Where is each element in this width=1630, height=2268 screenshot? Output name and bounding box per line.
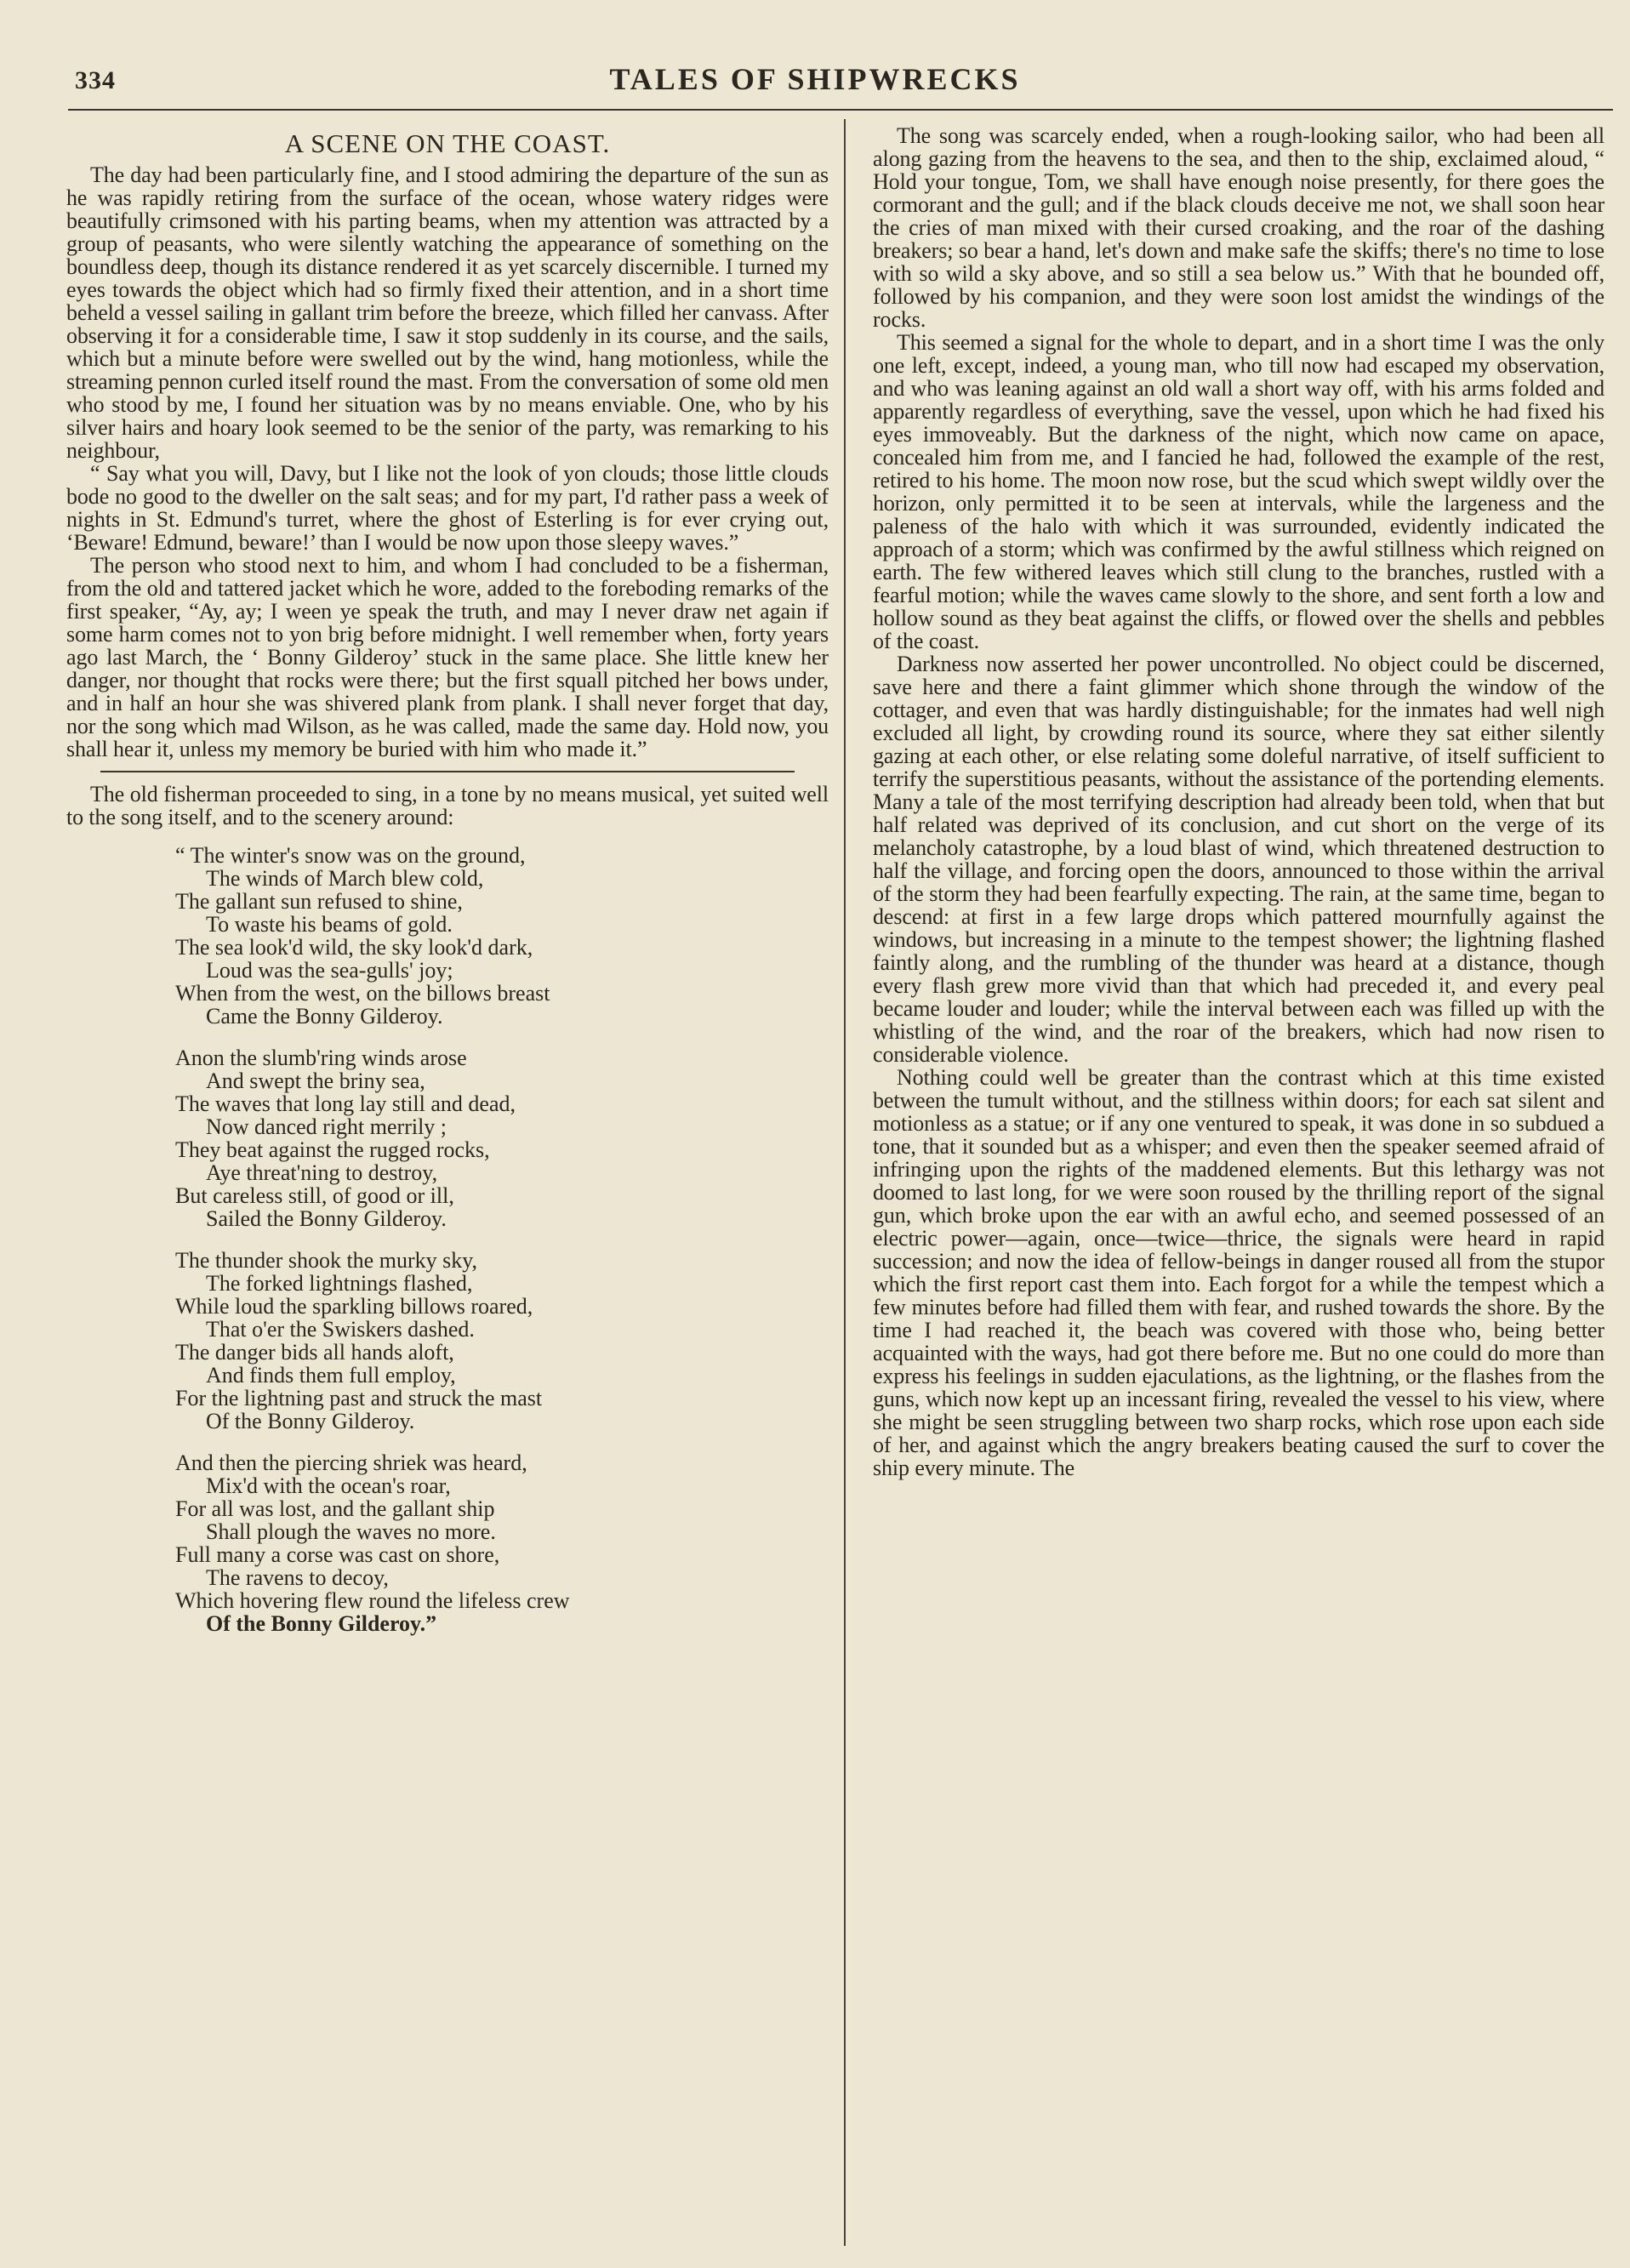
poem-line: Of the Bonny Gilderoy.” bbox=[206, 1611, 437, 1636]
poem-line: But careless still, of good or ill, bbox=[175, 1183, 454, 1208]
poem-line: And finds them full employ, bbox=[206, 1363, 456, 1388]
poem-line: The danger bids all hands aloft, bbox=[175, 1340, 454, 1365]
paragraph: Nothing could well be greater than the contrast which at this time existed between the tumult without, and the stillness within doors; for each sat silent and motionless as a statue; or if any one ventured to speak, it was done in so subdued a tone, that it sounded but as a whisper; and even then the speaker seemed afraid of infringing upon the rights of the maddened elements. But this lethargy was not doomed to last long, for we were soon roused by the thrilling report of the signal gun, which broke upon the ear with an awful echo, and seemed possessed of an electric power—again, once—twice—thrice, the signals were heard in rapid succession; and now the idea of fellow-beings in danger roused all from the stupor which the first report cast them into. Each forgot for a while the tempest which a few minutes before had filled them with fear, and rushed towards the shore. By the time I had reached it, the beach was covered with those who, being better acquainted with the ways, had got there before me. But no one could do more than express his feelings in sudden ejaculations, as the lightning, or the flashes from the guns, which now kept up an incessant firing, revealed the vessel to his view, where she might be seen struggling between two sharp rocks, which rose upon each side of her, and against which the angry breakers beating caused the surf to cover the ship every minute. The bbox=[873, 1065, 1604, 1480]
running-title: TALES OF SHIPWRECKS bbox=[609, 62, 1021, 96]
paragraph: This seemed a signal for the whole to depart, and in a short time I was the only one left, except, indeed, a young man, who till now had escaped my observation, and who was leaning against an old wall a short way off, with his arms folded and apparently regardless of everything, save the vessel, upon which he had fixed his eyes immoveably. But the darkness of the night, which now came on apace, concealed him from me, and I fancied he had, followed the example of the rest, retired to his home. The moon now rose, but the scud which swept wildly over the horizon, only permitted it to be seen at intervals, while the largeness and the paleness of the halo with which it was surrounded, evidently indicated the approach of a storm; which was confirmed by the awful stillness which reigned on earth. The few withered leaves which still clung to the branches, rustled with a fearful motion; while the waves came slowly to the shore, and sent forth a low and hollow sound as they beat against the cliffs, or flowed over the shells and pebbles of the coast. bbox=[873, 330, 1604, 653]
poem-line: Sailed the Bonny Gilderoy. bbox=[206, 1206, 447, 1231]
poem-line: The winds of March blew cold, bbox=[206, 866, 484, 891]
paragraph: Darkness now asserted her power uncontrolled. No object could be discerned, save here and there a faint glimmer which shone through the window of the cottager, and even that was hardly distinguishable; for the inmates had well nigh excluded all light, by crowding round its source, where they sat either silently gazing at each other, or else relating some doleful narrative, of itself sufficient to terrify the superstitious peasants, without the assistance of the portending elements. Many a tale of the most terrifying description had already been told, when that but half related was deprived of its conclusion, and cut short on the verge of its melancholy catastrophe, by a loud blast of wind, which threatened destruction to half the village, and forcing open the doors, announced to those within the arrival of the storm they had been fearfully expecting. The rain, at the same time, began to descend: at first in a few large drops which pattered mournfully against the windows, but increasing in a minute to the tempest shower; the lightning flashed faintly along, and the rumbling of the thunder was heard at a distance, though every flash grew more vivid than that which had preceded it, and every peal became louder and louder; while the interval between each was filled up with the whistling of the wind, and the roar of the breakers, which had now risen to considerable violence. bbox=[873, 652, 1604, 1067]
paragraph: The song was scarcely ended, when a rough-looking sailor, who had been all along gazing from the heavens to the sea, and then to the ship, exclaimed aloud, “ Hold your tongue, Tom, we shall have enough noise presently, for there goes the cormorant and the gull; and if the black clouds deceive me not, we shall soon hear the cries of man mixed with their cursed croaking, and the roar of the dashing breakers; so bear a hand, let's down and make safe the skiffs; there's no time to lose with so wild a sky above, and so still a sea below us.” With that he bounded off, followed by his companion, and they were soon lost amidst the windings of the rocks. bbox=[873, 124, 1604, 332]
poem-line: Mix'd with the ocean's roar, bbox=[206, 1473, 451, 1498]
paragraph: The old fisherman proceeded to sing, in a tone by no means musical, yet suited well to the song itself, and to the scenery around: bbox=[66, 782, 829, 829]
poem-stanza bbox=[175, 1451, 829, 1635]
poem-line: Shall plough the waves no more. bbox=[206, 1519, 496, 1544]
poem-line: And swept the briny sea, bbox=[206, 1068, 425, 1093]
poem-line: That o'er the Swiskers dashed. bbox=[206, 1317, 475, 1342]
poem-line: Of the Bonny Gilderoy. bbox=[206, 1409, 415, 1433]
poem-line: While loud the sparkling billows roared, bbox=[175, 1294, 533, 1319]
story-title: A SCENE ON THE COAST. bbox=[284, 128, 611, 158]
poem-line: Aye threat'ning to destroy, bbox=[206, 1160, 438, 1185]
poem-line: Anon the slumb'ring winds arose bbox=[175, 1046, 467, 1070]
poem-line: The ravens to decoy, bbox=[206, 1565, 389, 1590]
poem-line: When from the west, on the billows breast bbox=[175, 981, 550, 1006]
left-column bbox=[66, 124, 829, 2242]
poem-line: And then the piercing shriek was heard, bbox=[175, 1450, 527, 1475]
paragraph: “ Say what you will, Davy, but I like not the look of yon clouds; those little clouds bode no good to the dweller on the salt seas; and for my part, I'd rather pass a week of nights in St. Edmund's turret, where the ghost of Esterling is for ever crying out, ‘Beware! Edmund, beware!’ than I would be now upon those sleepy waves.” bbox=[66, 461, 829, 555]
poem-line: Loud was the sea-gulls' joy; bbox=[206, 958, 453, 983]
poem-line: Full many a corse was cast on shore, bbox=[175, 1542, 500, 1567]
poem-line: They beat against the rugged rocks, bbox=[175, 1137, 490, 1162]
poem-line: The sea look'd wild, the sky look'd dark, bbox=[175, 935, 533, 960]
column-divider bbox=[844, 119, 846, 2246]
poem-line: Came the Bonny Gilderoy. bbox=[206, 1004, 443, 1029]
poem-line: For all was lost, and the gallant ship bbox=[175, 1496, 495, 1521]
paragraph: The person who stood next to him, and whom I had concluded to be a fisherman, from the old and tattered jacket which he wore, added to the foreboding remarks of the first speaker, “Ay, ay; I ween ye speak the truth, and may I never draw net again if some harm comes not to yon brig before midnight. I well remember when, forty years ago last March, the ‘ Bonny Gilderoy’ stuck in the same place. She little knew her danger, nor thought that rocks were there; but the first squall pitched her bows under, and in half an hour she was shivered plank from plank. I shall never forget that day, nor the song which mad Wilson, as he was called, made the same day. Hold now, you shall hear it, unless my memory be buried with him who made it.” bbox=[66, 553, 829, 761]
poem-line: The gallant sun refused to shine, bbox=[175, 889, 463, 914]
poem-line: Which hovering flew round the lifeless crew bbox=[175, 1588, 570, 1613]
poem-line: “ The winter's snow was on the ground, bbox=[175, 843, 526, 868]
right-column bbox=[873, 124, 1604, 2242]
poem-stanza bbox=[175, 1249, 829, 1433]
poem-line: The forked lightnings flashed, bbox=[206, 1271, 473, 1296]
page-number: 334 bbox=[75, 66, 116, 94]
paragraph: The day had been particularly fine, and I stood admiring the departure of the sun as he was rapidly retiring from the surface of the ocean, whose watery ridges were beautifully crimsoned with his parting beams, when my attention was attracted by a group of peasants, who were silently watching the appearance of something on the boundless deep, though its distance rendered it as yet scarcely discernible. I turned my eyes towards the object which had so firmly fixed their attention, and in a short time beheld a vessel sailing in gallant trim before the breeze, which filled her canvass. After observing it for a considerable time, I saw it stop suddenly in its course, and the sails, which but a minute before were swelled out by the wind, hang motionless, while the streaming pennon curled itself round the mast. From the conversation of some old men who stood by me, I found her situation was by no means enviable. One, who by his silver hairs and hoary look seemed to be the senior of the party, was remarking to his neighbour, bbox=[66, 162, 829, 463]
header-rule bbox=[68, 109, 1613, 111]
poem-stanza bbox=[175, 1046, 829, 1230]
poem-line: To waste his beams of gold. bbox=[206, 912, 453, 937]
poem-line: For the lightning past and struck the mast bbox=[175, 1386, 543, 1410]
poem-stanza bbox=[175, 844, 829, 1028]
poem bbox=[66, 844, 829, 1635]
poem-line: Now danced right merrily ; bbox=[206, 1114, 447, 1139]
section-rule bbox=[100, 771, 795, 772]
poem-line: The thunder shook the murky sky, bbox=[175, 1248, 478, 1273]
poem-line: The waves that long lay still and dead, bbox=[175, 1091, 516, 1116]
